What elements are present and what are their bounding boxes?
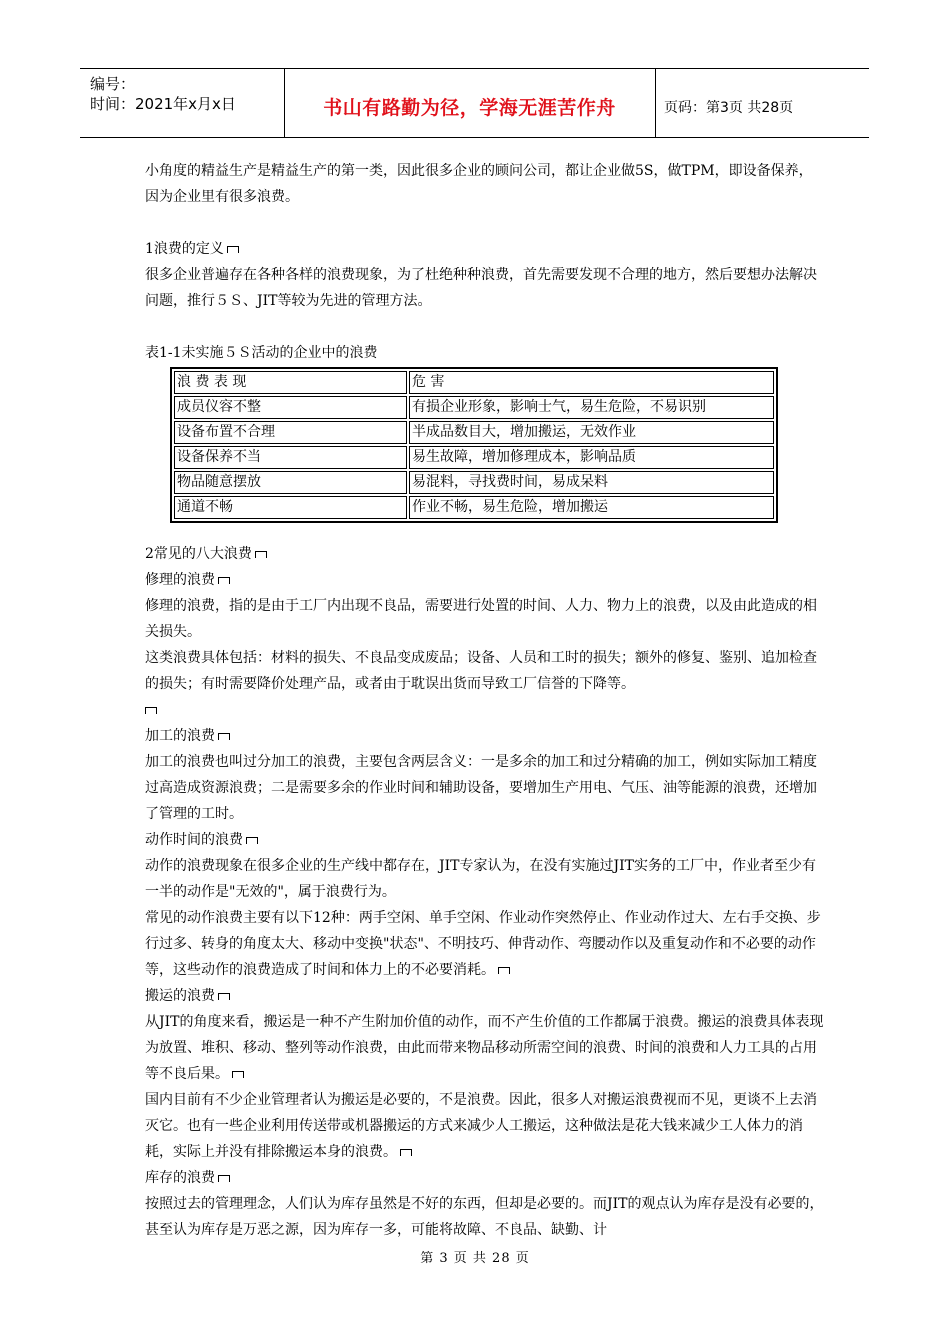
transport-title: 搬运的浪费 xyxy=(145,988,215,1004)
section-2-title: 2常见的八大浪费 xyxy=(145,546,252,562)
paragraph-mark-icon xyxy=(218,733,230,740)
motion-paragraph-2: 常见的动作浪费主要有以下12种：两手空闲、单手空闲、作业动作突然停止、作业动作过大、左右手交换、步行过多、转身的角度太大、移动中变换"状态"、不明技巧、伸背动作、弯腰动作以及重复动作和不必要的动作等，这些动作的浪费造成了时间和体力上的不必要消耗。 xyxy=(145,910,821,978)
transport-paragraph-1: 从JIT的角度来看，搬运是一种不产生附加价值的动作，而不产生价值的工作都属于浪费。搬运的浪费具体表现为放置、堆积、移动、整列等动作浪费，由此而带来物品移动所需空间的浪费、时间的浪费和人力工具的占用等不良后果。 xyxy=(145,1014,824,1082)
paragraph-mark-icon xyxy=(498,967,510,974)
table-row xyxy=(174,471,774,494)
table-cell: 作业不畅，易生危险，增加搬运 xyxy=(409,496,774,519)
paragraph-mark-icon xyxy=(218,993,230,1000)
table-cell: 通道不畅 xyxy=(174,496,407,519)
inventory-heading xyxy=(145,1165,825,1191)
paragraph-mark-icon xyxy=(400,1149,412,1156)
table-row xyxy=(174,421,774,444)
header-motto-cell xyxy=(284,69,656,137)
page-info: 页码：第3页 共28页 xyxy=(664,100,794,116)
empty-paragraph xyxy=(145,697,825,723)
table-cell: 有损企业形象，影响士气，易生危险，不易识别 xyxy=(409,396,774,419)
section-2-heading xyxy=(145,541,825,567)
paragraph-mark-icon xyxy=(218,577,230,584)
table-header-cell: 危 害 xyxy=(409,371,774,394)
repair-paragraph-2: 这类浪费具体包括：材料的损失、不良品变成废品；设备、人员和工时的损失；额外的修复、鉴别、追加检查的损失；有时需要降价处理产品，或者由于耽误出货而导致工厂信誉的下降等。 xyxy=(145,650,817,692)
table-cell: 半成品数目大，增加搬运，无效作业 xyxy=(409,421,774,444)
intro-paragraph: 小角度的精益生产是精益生产的第一类，因此很多企业的顾问公司，都让企业做5S，做TPM，即设备保养，因为企业里有很多浪费。 xyxy=(145,163,813,205)
inventory-title: 库存的浪费 xyxy=(145,1170,215,1186)
section-1-paragraph: 很多企业普遍存在各种各样的浪费现象，为了杜绝种种浪费，首先需要发现不合理的地方，然后要想办法解决问题，推行５Ｓ、JIT等较为先进的管理方法。 xyxy=(145,267,817,309)
transport-paragraph-2: 国内目前有不少企业管理者认为搬运是必要的，不是浪费。因此，很多人对搬运浪费视而不见，更谈不上去消灭它。也有一些企业利用传送带或机器搬运的方式来减少人工搬运，这种做法是花大钱来减少工人体力的消耗，实际上并没有排除搬运本身的浪费。 xyxy=(145,1092,817,1160)
motion-paragraph-1: 动作的浪费现象在很多企业的生产线中都存在，JIT专家认为，在没有实施过JIT实务的工厂中，作业者至少有一半的动作是"无效的"，属于浪费行为。 xyxy=(145,858,816,900)
repair-heading xyxy=(145,567,825,593)
inventory-paragraph: 按照过去的管理理念，人们认为库存虽然是不好的东西，但却是必要的。而JIT的观点认为库存是没有必要的，甚至认为库存是万恶之源，因为库存一多，可能将故障、不良品、缺勤、计 xyxy=(145,1196,824,1238)
section-1-title: 1浪费的定义 xyxy=(145,241,224,257)
transport-heading xyxy=(145,983,825,1009)
table-header-cell: 浪 费 表 现 xyxy=(174,371,407,394)
table-row xyxy=(174,396,774,419)
paragraph-mark-icon xyxy=(227,246,239,253)
table-cell: 易混料，寻找费时间，易成呆料 xyxy=(409,471,774,494)
process-heading xyxy=(145,723,825,749)
paragraph-mark-icon xyxy=(246,837,258,844)
table-cell: 物品随意摆放 xyxy=(174,471,407,494)
table-caption: 表1-1未实施５Ｓ活动的企业中的浪费 xyxy=(145,345,378,361)
table-cell: 设备保养不当 xyxy=(174,446,407,469)
header-page-cell xyxy=(656,69,869,137)
waste-table xyxy=(170,367,778,523)
motion-title: 动作时间的浪费 xyxy=(145,832,243,848)
repair-paragraph-1: 修理的浪费，指的是由于工厂内出现不良品，需要进行处置的时间、人力、物力上的浪费，以及由此造成的相关损失。 xyxy=(145,598,817,640)
motion-heading xyxy=(145,827,825,853)
table-row xyxy=(174,446,774,469)
motion-paragraph-2-wrap xyxy=(145,905,825,983)
process-paragraph: 加工的浪费也叫过分加工的浪费，主要包含两层含义：一是多余的加工和过分精确的加工，例如实际加工精度过高造成资源浪费；二是需要多余的作业时间和辅助设备，要增加生产用电、气压、油等能源的浪费，还增加了管理的工时。 xyxy=(145,754,817,822)
section-1-heading xyxy=(145,236,825,262)
table-row xyxy=(174,496,774,519)
header-meta-cell xyxy=(80,69,285,137)
transport-paragraph-2-wrap xyxy=(145,1087,825,1165)
code-label: 编号： xyxy=(90,75,136,93)
page-header xyxy=(80,68,869,138)
document-body xyxy=(145,158,825,1243)
table-cell: 设备布置不合理 xyxy=(174,421,407,444)
paragraph-mark-icon xyxy=(218,1175,230,1182)
table-cell: 成员仪容不整 xyxy=(174,396,407,419)
paragraph-mark-icon xyxy=(232,1071,244,1078)
date-label: 时间：2021年x月x日 xyxy=(90,95,236,113)
process-title: 加工的浪费 xyxy=(145,728,215,744)
paragraph-mark-icon xyxy=(255,551,267,558)
motto: 书山有路勤为径，学海无涯苦作舟 xyxy=(323,97,616,119)
table-cell: 易生故障，增加修理成本，影响品质 xyxy=(409,446,774,469)
repair-title: 修理的浪费 xyxy=(145,572,215,588)
page-footer: 第 3 页 共 28 页 xyxy=(420,1251,530,1266)
paragraph-mark-icon xyxy=(145,707,157,714)
transport-paragraph-1-wrap xyxy=(145,1009,825,1087)
table-header-row xyxy=(174,371,774,394)
